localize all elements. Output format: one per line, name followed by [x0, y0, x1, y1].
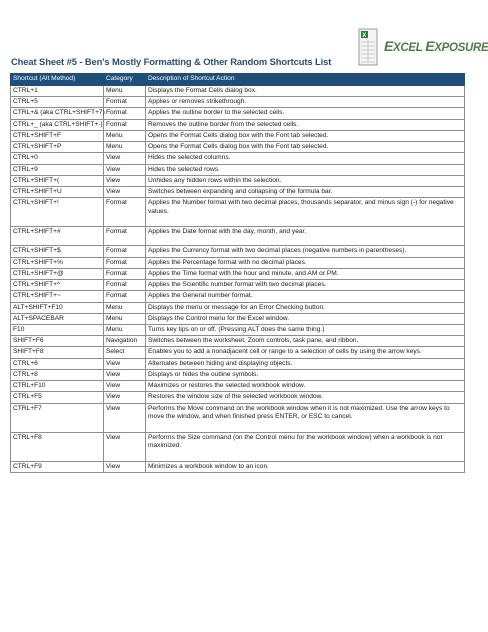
shortcut-cell: CTRL+8	[11, 369, 104, 380]
table-row	[11, 369, 465, 380]
description-cell: Applies the Scientific number format with two decimal places.	[146, 280, 465, 291]
shortcut-cell: SHIFT+F6	[11, 336, 104, 347]
page-title: Cheat Sheet #5 - Ben's Mostly Formatting & Other Random Shortcuts List	[11, 56, 332, 67]
shortcut-cell: CTRL+F9	[11, 461, 104, 472]
table-row	[11, 97, 465, 108]
description-cell: Alternates between hiding and displaying objects.	[146, 358, 465, 369]
description-cell: Switches between the worksheet, Zoom controls, task pane, and ribbon.	[146, 336, 465, 347]
table-row	[11, 86, 465, 97]
description-cell: Maximizes or restores the selected workbook window.	[146, 381, 465, 392]
table-row	[11, 432, 465, 461]
table-row	[11, 164, 465, 175]
description-cell: Performs the Move command on the workbook window when it is not maximized. Use the arrow keys to move the window, and when finished press ENTER, or ESC to cancel.	[146, 403, 465, 432]
category-cell: View	[104, 461, 146, 472]
description-cell: Displays the Control menu for the Excel window.	[146, 313, 465, 324]
description-cell: Applies the outline border to the selected cells.	[146, 108, 465, 119]
description-cell: Unhides any hidden rows within the selection.	[146, 175, 465, 186]
table-row	[11, 313, 465, 324]
shortcut-cell: CTRL+0	[11, 153, 104, 164]
description-cell: Minimizes a workbook window to an icon.	[146, 461, 465, 472]
shortcuts-table	[10, 73, 465, 473]
table-row	[11, 257, 465, 268]
svg-text:X: X	[362, 33, 367, 39]
shortcut-cell: CTRL+F8	[11, 432, 104, 461]
category-cell: View	[104, 369, 146, 380]
description-cell: Applies the Currency format with two decimal places (negative numbers in parentheses).	[146, 246, 465, 257]
shortcut-cell: CTRL+SHIFT+~	[11, 291, 104, 302]
shortcut-cell: CTRL+F10	[11, 381, 104, 392]
category-cell: Format	[104, 227, 146, 246]
column-header-category: Category	[104, 74, 146, 86]
category-cell: Menu	[104, 142, 146, 153]
category-cell: Format	[104, 246, 146, 257]
description-cell: Applies the Number format with two decimal places, thousands separator, and minus sign (-) for negative values.	[146, 198, 465, 227]
category-cell: View	[104, 392, 146, 403]
description-cell: Switches between expanding and collapsing of the formula bar.	[146, 187, 465, 198]
table-row	[11, 280, 465, 291]
shortcut-cell: CTRL+6	[11, 358, 104, 369]
logo-text: EXCEL EXPOSURE	[384, 38, 488, 54]
shortcut-cell: CTRL+SHIFT+P	[11, 142, 104, 153]
category-cell: View	[104, 187, 146, 198]
category-cell: Menu	[104, 302, 146, 313]
category-cell: Format	[104, 198, 146, 227]
category-cell: Select	[104, 347, 146, 358]
description-cell: Removes the outline border from the selected cells.	[146, 119, 465, 130]
category-cell: Menu	[104, 313, 146, 324]
category-cell: View	[104, 164, 146, 175]
category-cell: Format	[104, 291, 146, 302]
shortcut-cell: F10	[11, 324, 104, 335]
table-row	[11, 347, 465, 358]
table-row	[11, 302, 465, 313]
category-cell: View	[104, 358, 146, 369]
description-cell: Displays or hides the outline symbols.	[146, 369, 465, 380]
shortcut-cell: CTRL+_ (aka CTRL+SHIFT+-)	[11, 119, 104, 130]
shortcut-cell: CTRL+F5	[11, 392, 104, 403]
shortcut-cell: CTRL+SHIFT+^	[11, 280, 104, 291]
shortcut-cell: CTRL+SHIFT+%	[11, 257, 104, 268]
excel-exposure-logo	[356, 28, 488, 68]
description-cell: Opens the Format Cells dialog box with the Font tab selected.	[146, 130, 465, 141]
table-row	[11, 175, 465, 186]
description-cell: Opens the Format Cells dialog box with the Font tab selected.	[146, 142, 465, 153]
description-cell: Applies the Time format with the hour and minute, and AM or PM.	[146, 268, 465, 279]
table-row	[11, 119, 465, 130]
description-cell: Hides the selected columns.	[146, 153, 465, 164]
category-cell: Menu	[104, 86, 146, 97]
shortcut-cell: CTRL+5	[11, 97, 104, 108]
shortcut-cell: ALT+SHIFT+F10	[11, 302, 104, 313]
description-cell: Performs the Size command (on the Control menu for the workbook window) when a workbook is not maximized.	[146, 432, 465, 461]
category-cell: Navigation	[104, 336, 146, 347]
category-cell: Format	[104, 280, 146, 291]
category-cell: View	[104, 175, 146, 186]
description-cell: Applies the Percentage format with no decimal places.	[146, 257, 465, 268]
category-cell: View	[104, 432, 146, 461]
description-cell: Turns key tips on or off. (Pressing ALT does the same thing.)	[146, 324, 465, 335]
description-cell: Applies the Date format with the day, month, and year.	[146, 227, 465, 246]
table-row	[11, 381, 465, 392]
description-cell: Displays the menu or message for an Error Checking button.	[146, 302, 465, 313]
description-cell: Displays the Format Cells dialog box.	[146, 86, 465, 97]
shortcut-cell: CTRL+SHIFT+!	[11, 198, 104, 227]
description-cell: Applies or removes strikethrough.	[146, 97, 465, 108]
table-row	[11, 336, 465, 347]
description-cell: Hides the selected rows.	[146, 164, 465, 175]
table-row	[11, 130, 465, 141]
table-row	[11, 461, 465, 472]
shortcut-cell: SHIFT+F8	[11, 347, 104, 358]
table-row	[11, 153, 465, 164]
table-row	[11, 403, 465, 432]
table-row	[11, 108, 465, 119]
description-cell: Enables you to add a nonadjacent cell or range to a selection of cells by using the arrow keys.	[146, 347, 465, 358]
table-header-row	[11, 74, 465, 86]
table-row	[11, 227, 465, 246]
shortcut-cell: CTRL+1	[11, 86, 104, 97]
shortcut-cell: CTRL+SHIFT+(	[11, 175, 104, 186]
table-row	[11, 392, 465, 403]
category-cell: Format	[104, 257, 146, 268]
shortcut-cell: CTRL+SHIFT+F	[11, 130, 104, 141]
table-row	[11, 268, 465, 279]
shortcut-cell: CTRL+SHIFT+@	[11, 268, 104, 279]
shortcut-cell: ALT+SPACEBAR	[11, 313, 104, 324]
shortcut-cell: CTRL+9	[11, 164, 104, 175]
table-row	[11, 142, 465, 153]
excel-document-icon	[358, 28, 378, 66]
category-cell: View	[104, 153, 146, 164]
table-row	[11, 324, 465, 335]
table-row	[11, 198, 465, 227]
column-header-description: Description of Shortcut Action	[146, 74, 465, 86]
shortcut-cell: CTRL+& (aka CTRL+SHIFT+7)	[11, 108, 104, 119]
description-cell: Applies the General number format.	[146, 291, 465, 302]
shortcut-cell: CTRL+SHIFT+$	[11, 246, 104, 257]
category-cell: Format	[104, 108, 146, 119]
category-cell: Format	[104, 97, 146, 108]
category-cell: View	[104, 381, 146, 392]
category-cell: Menu	[104, 130, 146, 141]
shortcut-cell: CTRL+F7	[11, 403, 104, 432]
table-row	[11, 291, 465, 302]
table-row	[11, 187, 465, 198]
shortcut-cell: CTRL+SHIFT+#	[11, 227, 104, 246]
description-cell: Restores the window size of the selected workbook window.	[146, 392, 465, 403]
category-cell: Menu	[104, 324, 146, 335]
category-cell: Format	[104, 268, 146, 279]
shortcut-cell: CTRL+SHIFT+U	[11, 187, 104, 198]
column-header-shortcut: Shortcut (Alt Method)	[11, 74, 104, 86]
category-cell: Format	[104, 119, 146, 130]
table-row	[11, 246, 465, 257]
category-cell: View	[104, 403, 146, 432]
table-row	[11, 358, 465, 369]
